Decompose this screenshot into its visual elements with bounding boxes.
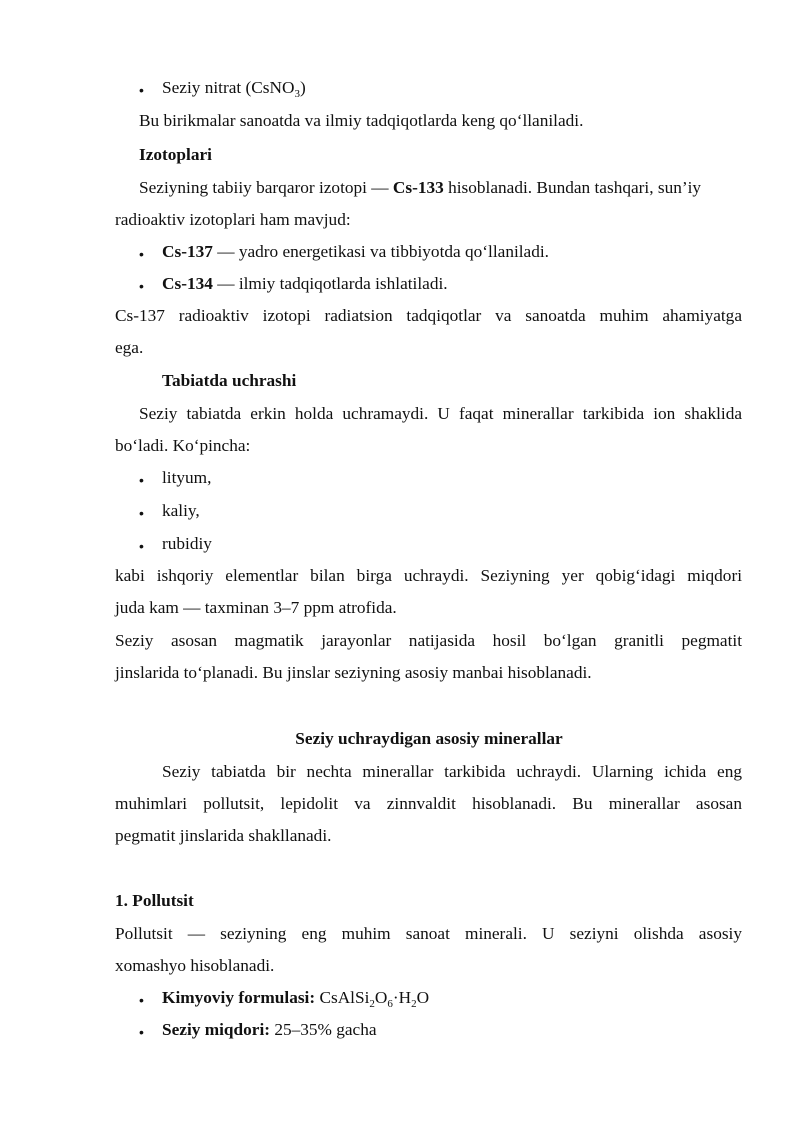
- heading-pollutsit: 1. Pollutsit: [115, 891, 194, 910]
- paragraph-isotopes-line2: radioaktiv izotoplari ham mavjud:: [115, 210, 351, 229]
- paragraph-abundance-line1: kabi ishqoriy elementlar bilan birga uchraydi. Seziyning yer qobig‘idagi miqdori: [115, 566, 742, 585]
- heading-occurrence: Tabiatda uchrashi: [162, 371, 297, 390]
- paragraph-pollutsit-line2: xomashyo hisoblanadi.: [115, 956, 275, 975]
- list-item-formula: • Kimyoviy formulasi: $CsAlSi_2O_6\cdot H_2O$: [162, 988, 429, 1009]
- paragraph-pollutsit-line1: Pollutsit — seziyning eng muhim sanoat minerali. U seziyni olishda asosiy: [115, 924, 742, 943]
- heading-minerals: Seziy uchraydigan asosiy minerallar: [295, 729, 563, 748]
- paragraph-source-line1: Seziy asosan magmatik jarayonlar natijasida hosil bo‘lgan granitli pegmatit: [115, 631, 742, 650]
- paragraph-minerals-line3: pegmatit jinslarida shakllanadi.: [115, 826, 332, 845]
- paragraph-isotopes-line1: Seziyning tabiiy barqaror izotopi — Cs-133 hisoblanadi. Bundan tashqari, sun’iy: [139, 178, 702, 197]
- list-item-rubidiy: • rubidiy: [162, 534, 212, 555]
- paragraph-occurrence-line2: bo‘ladi. Ko‘pincha:: [115, 436, 251, 455]
- paragraph-abundance-line2: juda kam — taxminan 3–7 ppm atrofida.: [115, 598, 397, 617]
- paragraph-usage: Bu birikmalar sanoatda va ilmiy tadqiqotlarda keng qo‘llaniladi.: [139, 111, 584, 130]
- paragraph-minerals-line2: muhimlari pollutsit, lepidolit va zinnvaldit hisoblanadi. Bu minerallar asosan: [115, 794, 742, 813]
- list-item-cs137: • Cs-137 — yadro energetikasi va tibbiyotda qo‘llaniladi.: [162, 242, 549, 263]
- list-item-cs134: • Cs-134 — ilmiy tadqiqotlarda ishlatiladi.: [162, 274, 448, 295]
- list-item-cs-nitrat: • Seziy nitrat (CsNO$_3$): [162, 78, 306, 99]
- paragraph-minerals-line1: Seziy tabiatda bir nechta minerallar tarkibida uchraydi. Ularning ichida eng: [162, 762, 742, 781]
- heading-isotopes: Izotoplari: [139, 145, 212, 164]
- list-item-cs-content: • Seziy miqdori: 25–35% gacha: [162, 1020, 377, 1041]
- paragraph-cs137-line2: ega.: [115, 338, 144, 357]
- list-item-lityum: • lityum,: [162, 468, 211, 489]
- paragraph-occurrence-line1: Seziy tabiatda erkin holda uchramaydi. U faqat minerallar tarkibida ion shaklida: [139, 404, 742, 423]
- paragraph-source-line2: jinslarida to‘planadi. Bu jinslar seziyning asosiy manbai hisoblanadi.: [115, 663, 592, 682]
- list-item-kaliy: • kaliy,: [162, 501, 200, 522]
- paragraph-cs137-line1: Cs-137 radioaktiv izotopi radiatsion tadqiqotlar va sanoatda muhim ahamiyatga: [115, 306, 742, 325]
